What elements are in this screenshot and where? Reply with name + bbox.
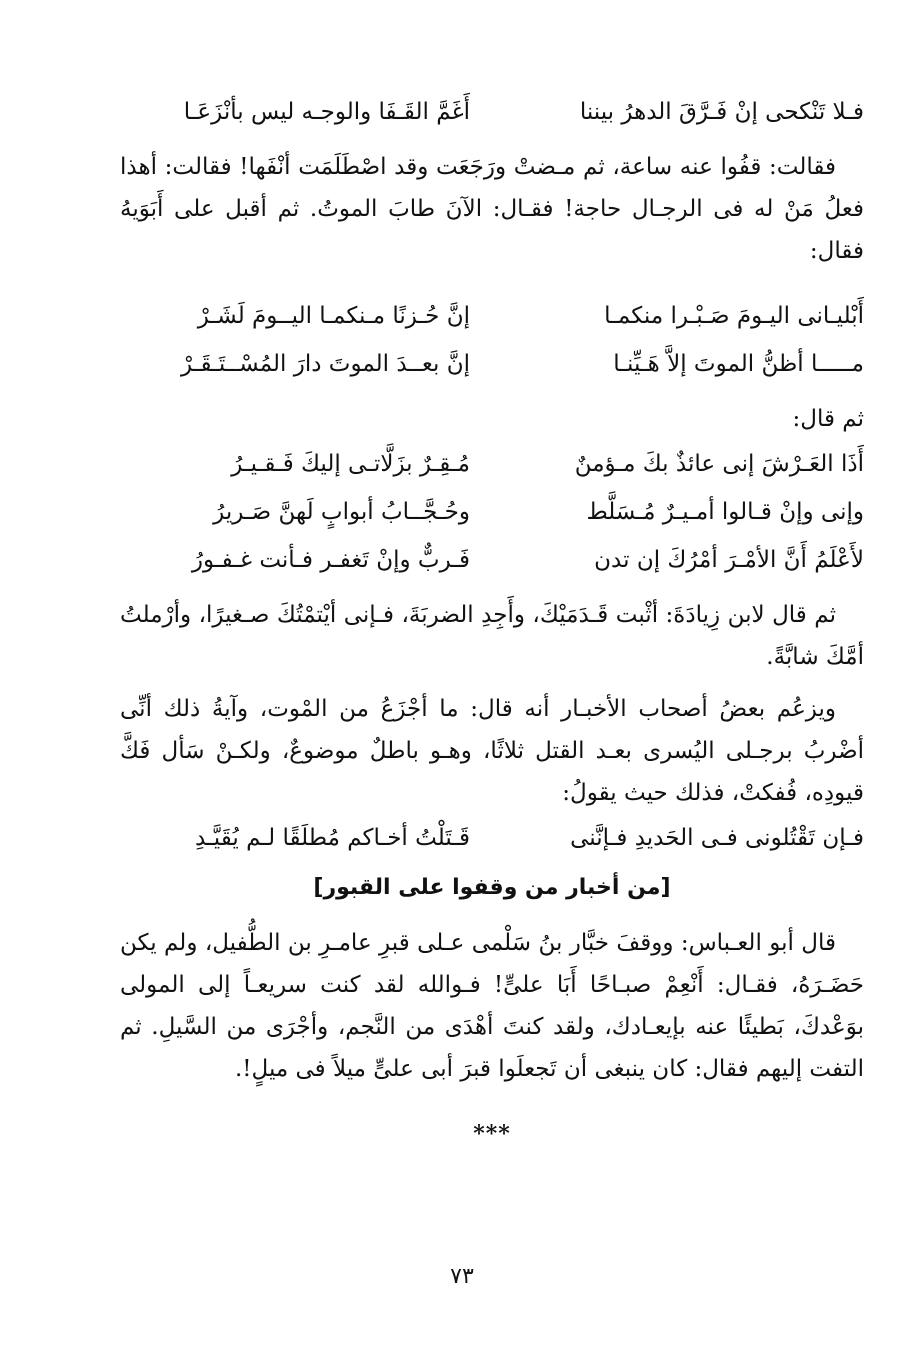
verse-hemistich-second: إنَّ بعــدَ الموتَ دارَ المُسْــتَـقَـرْ: [181, 351, 470, 377]
section-heading: [من أخبار من وقفوا على القبور]: [313, 875, 671, 900]
section-separator-stars: ***: [473, 1121, 511, 1147]
label-then-he-said: ثم قال:: [792, 406, 864, 432]
verse-hemistich-second: أَغَمَّ القَـفَا والوجـه ليس بأنْزَعَـا: [183, 99, 470, 125]
verse-hemistich-first: أَبْليـانى اليـومَ صَـبْـرا منكمـا: [604, 303, 864, 329]
verse-hemistich-first: مـــــا أظنُّ الموتَ إلاَّ هَـيِّنـا: [613, 351, 864, 377]
page-number: ٧٣: [450, 1264, 474, 1289]
verse-line-3: [120, 340, 864, 388]
verse-line-4: [120, 440, 864, 488]
paragraph-4: قال أبو العـباس: ووقفَ خبَّار بنُ سَلْمى عـلى قبرِ عامـرِ بن الطُّفيل، ولم يكن حَضَـرَهُ، فقـال: أَنْعِمْ صبـاحًا أَبَا علىٍّ! فـوالله لقد كنت سريعـاً إلى المولى بوَعْدكَ، بَطيئًا عنه بإيعـادك، ولقد كنتَ أهْدَى من النَّجم، وأجْرَى من السَّيلِ. ثم التفت إليهم فقال: كان ينبغى أن تَجعلَوا قبرَ أبى علىٍّ ميلاً فى ميلٍ!.: [120, 930, 864, 1082]
verse-hemistich-first: لأَعْلَمُ أَنَّ الأمْـرَ أمْرُكَ إن تدن: [594, 547, 864, 573]
verse-hemistich-second: إنَّ حُـزنًا مـنكمـا اليــومَ لَشَـرْ: [197, 303, 470, 329]
verse-hemistich-second: وحُـجَّــابُ أبوابٍ لَهنَّ صَـريرُ: [213, 499, 470, 525]
verse-hemistich-first: وإنى وإنْ قـالوا أمـيـرٌ مُـسَلَّط: [586, 499, 864, 525]
verse-hemistich-second: فَـربٌّ وإنْ تَغفـر فـأنت غـفـورُ: [191, 547, 470, 573]
verse-line-7: [120, 814, 864, 862]
verse-hemistich-second: قَـتَلْتُ أخـاكم مُطلَقًا لـم يُقَيَّـدِ: [194, 825, 470, 851]
verse-hemistich-first: أَذَا العَـرْشَ إنى عائذٌ بكَ مـؤمنٌ: [574, 451, 864, 477]
verse-line-5: [120, 488, 864, 536]
verse-hemistich-first: فـإن تَقْتُلونى فـى الحَديدِ فـإنَّنى: [570, 825, 864, 851]
page-body: [120, 88, 864, 1154]
verse-hemistich-first: فـلا تَنْكحى إنْ فَـرَّقَ الدهرُ بيننا: [579, 99, 864, 125]
verse-line-2: [120, 292, 864, 340]
paragraph-3: ويزعُم بعضُ أصحاب الأخبـار أنه قال: ما أجْزَعُ من المْوت، وآيةُ ذلك أنِّى أضْربُ برجـلى اليُسرى بعـد القتل ثلاثًا، وهـو باطلٌ موضوعٌ، ولكـنْ سَأل فَكَّ قيودِه، فُفكتْ، فذلك حيث يقولُ:: [120, 696, 864, 806]
verse-line-6: [120, 536, 864, 584]
paragraph-2: ثم قال لابن زِيادَةَ: أثْبت قَـدَمَيْكَ، وأَجِدِ الضربَةَ، فـإنى أيْتمْتُكَ صـغيرًا، وأرْملتُ أمَّكَ شابَّةً.: [120, 602, 864, 670]
verse-hemistich-second: مُـقِـرٌ بزَلَّاتـى إليكَ فَـقـيـرُ: [231, 451, 470, 477]
paragraph-1: فقالت: قفُوا عنه ساعة، ثم مـضتْ ورَجَعَت وقد اصْطَلَمَت أنْفَها! فقالت: أهذا فعلُ مَنْ له فى الرجـال حاجة! فقـال: الآنَ طابَ الموتُ. ثم أقبل على أَبَوَيهُ فقال:: [120, 154, 864, 264]
verse-line-1: [120, 88, 864, 136]
